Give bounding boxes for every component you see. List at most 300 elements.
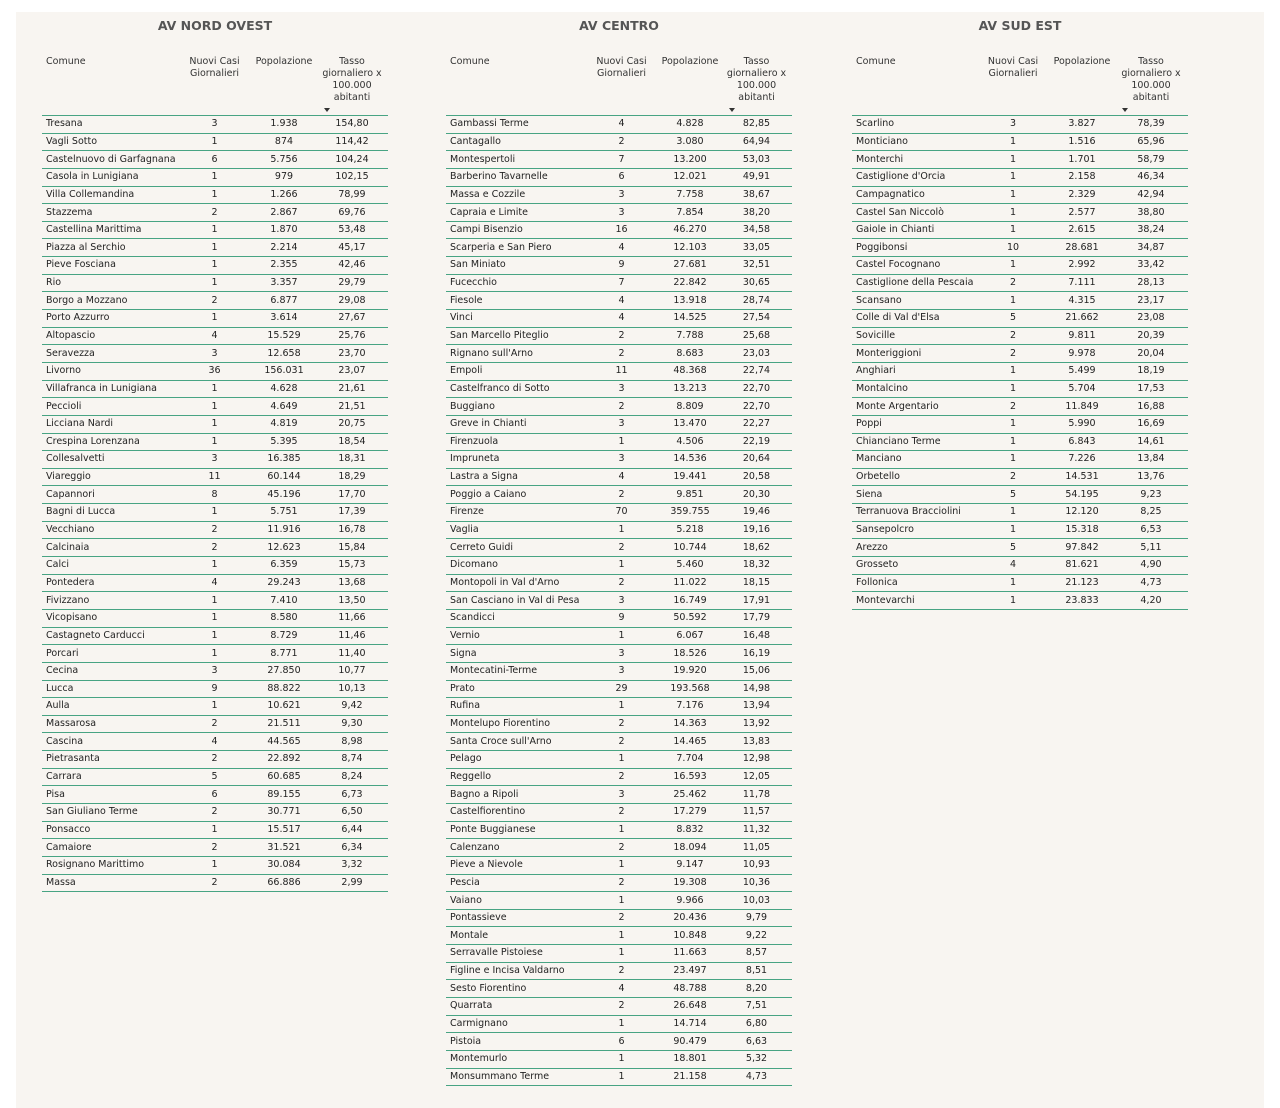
table-row	[852, 204, 1188, 222]
cell-nuovi-casi: 3	[584, 380, 659, 398]
cell-tasso: 20,39	[1114, 327, 1188, 345]
cell-popolazione: 22.842	[659, 274, 721, 292]
cell-tasso: 20,04	[1114, 345, 1188, 363]
table-row	[42, 557, 388, 575]
cell-popolazione: 27.850	[252, 662, 316, 680]
table-row	[42, 768, 388, 786]
cell-nuovi-casi: 3	[584, 204, 659, 222]
cell-comune: Castiglione della Pescaia	[852, 274, 976, 292]
cell-nuovi-casi: 2	[584, 345, 659, 363]
cell-popolazione: 11.022	[659, 574, 721, 592]
table-row	[42, 698, 388, 716]
table-row	[446, 133, 792, 151]
cell-popolazione: 1.516	[1050, 133, 1114, 151]
cell-popolazione: 14.525	[659, 310, 721, 328]
cell-popolazione: 4.649	[252, 398, 316, 416]
cell-nuovi-casi: 2	[584, 839, 659, 857]
cell-tasso: 34,87	[1114, 239, 1188, 257]
cell-tasso: 23,08	[1114, 310, 1188, 328]
cell-tasso: 4,73	[721, 1068, 792, 1086]
cell-tasso: 9,22	[721, 927, 792, 945]
table-row	[446, 398, 792, 416]
table-row	[42, 257, 388, 275]
column-header-tasso[interactable]: Tasso giornaliero x 100.000 abitanti	[1114, 56, 1188, 116]
cell-comune: Orbetello	[852, 468, 976, 486]
table-row	[446, 539, 792, 557]
table-row	[42, 239, 388, 257]
cell-tasso: 18,54	[316, 433, 388, 451]
cell-nuovi-casi: 2	[584, 733, 659, 751]
table-row	[852, 221, 1188, 239]
cell-nuovi-casi: 7	[584, 274, 659, 292]
table-row	[446, 839, 792, 857]
cell-popolazione: 50.592	[659, 609, 721, 627]
cell-tasso: 2,99	[316, 874, 388, 892]
cell-popolazione: 26.648	[659, 998, 721, 1016]
cell-popolazione: 4.315	[1050, 292, 1114, 310]
column-header-nuovi-casi[interactable]: Nuovi Casi Giornalieri	[976, 56, 1050, 116]
table-row	[446, 1033, 792, 1051]
cell-tasso: 11,57	[721, 803, 792, 821]
cell-popolazione: 60.685	[252, 768, 316, 786]
cell-comune: Barberino Tavarnelle	[446, 168, 584, 186]
cell-nuovi-casi: 4	[177, 733, 252, 751]
cell-popolazione: 9.811	[1050, 327, 1114, 345]
cell-comune: Porcari	[42, 645, 177, 663]
cell-nuovi-casi: 1	[584, 433, 659, 451]
cell-tasso: 23,17	[1114, 292, 1188, 310]
cell-tasso: 10,93	[721, 856, 792, 874]
cell-popolazione: 6.877	[252, 292, 316, 310]
cell-tasso: 13,84	[1114, 451, 1188, 469]
cell-popolazione: 4.628	[252, 380, 316, 398]
table-row	[852, 168, 1188, 186]
table-row	[446, 116, 792, 134]
cell-tasso: 58,79	[1114, 151, 1188, 169]
cell-tasso: 10,13	[316, 680, 388, 698]
cell-nuovi-casi: 1	[584, 927, 659, 945]
cell-nuovi-casi: 4	[177, 327, 252, 345]
cell-tasso: 19,16	[721, 521, 792, 539]
table-row	[446, 909, 792, 927]
table-row	[852, 292, 1188, 310]
column-header-tasso[interactable]: Tasso giornaliero x 100.000 abitanti	[316, 56, 388, 116]
cell-tasso: 6,44	[316, 821, 388, 839]
cell-nuovi-casi: 1	[584, 892, 659, 910]
cell-popolazione: 3.827	[1050, 116, 1114, 134]
data-table	[852, 56, 1188, 610]
cell-popolazione: 6.359	[252, 557, 316, 575]
cell-comune: Pietrasanta	[42, 751, 177, 769]
cell-popolazione: 88.822	[252, 680, 316, 698]
cell-nuovi-casi: 3	[177, 451, 252, 469]
cell-tasso: 25,68	[721, 327, 792, 345]
table-row	[446, 310, 792, 328]
cell-popolazione: 13.200	[659, 151, 721, 169]
table-row	[446, 221, 792, 239]
cell-tasso: 12,98	[721, 751, 792, 769]
panel-title: AV SUD EST	[978, 18, 1062, 33]
cell-tasso: 16,48	[721, 627, 792, 645]
table-row	[852, 468, 1188, 486]
cell-tasso: 15,73	[316, 557, 388, 575]
cell-comune: Monterchi	[852, 151, 976, 169]
cell-comune: Scarlino	[852, 116, 976, 134]
cell-comune: Poggibonsi	[852, 239, 976, 257]
cell-popolazione: 4.506	[659, 433, 721, 451]
cell-popolazione: 19.308	[659, 874, 721, 892]
cell-tasso: 27,54	[721, 310, 792, 328]
cell-popolazione: 7.111	[1050, 274, 1114, 292]
cell-tasso: 22,70	[721, 380, 792, 398]
page	[16, 12, 1264, 1108]
table-row	[42, 168, 388, 186]
cell-tasso: 9,79	[721, 909, 792, 927]
cell-comune: Montecatini-Terme	[446, 662, 584, 680]
cell-tasso: 32,51	[721, 257, 792, 275]
cell-popolazione: 27.681	[659, 257, 721, 275]
table-row	[852, 451, 1188, 469]
cell-comune: San Marcello Piteglio	[446, 327, 584, 345]
cell-comune: Scandicci	[446, 609, 584, 627]
table-row	[446, 962, 792, 980]
cell-nuovi-casi: 1	[584, 821, 659, 839]
cell-tasso: 6,53	[1114, 521, 1188, 539]
table-row	[446, 186, 792, 204]
table-row	[852, 521, 1188, 539]
cell-nuovi-casi: 1	[976, 504, 1050, 522]
cell-comune: Fivizzano	[42, 592, 177, 610]
table-row	[446, 627, 792, 645]
cell-popolazione: 7.226	[1050, 451, 1114, 469]
cell-nuovi-casi: 1	[976, 574, 1050, 592]
cell-comune: Peccioli	[42, 398, 177, 416]
header-row	[852, 56, 1188, 116]
cell-tasso: 18,29	[316, 468, 388, 486]
table-row	[446, 645, 792, 663]
cell-popolazione: 17.279	[659, 803, 721, 821]
table-row	[852, 592, 1188, 610]
cell-tasso: 8,51	[721, 962, 792, 980]
cell-tasso: 29,79	[316, 274, 388, 292]
cell-nuovi-casi: 1	[177, 133, 252, 151]
cell-tasso: 18,15	[721, 574, 792, 592]
column-header-comune[interactable]: Comune	[446, 56, 584, 116]
cell-popolazione: 13.470	[659, 415, 721, 433]
column-header-comune[interactable]: Comune	[852, 56, 976, 116]
cell-popolazione: 5.499	[1050, 362, 1114, 380]
column-header-popolazione[interactable]: Popolazione	[1050, 56, 1114, 116]
table-row	[446, 362, 792, 380]
cell-nuovi-casi: 4	[584, 239, 659, 257]
cell-comune: Camaiore	[42, 839, 177, 857]
cell-tasso: 13,68	[316, 574, 388, 592]
table-row	[42, 609, 388, 627]
cell-popolazione: 8.771	[252, 645, 316, 663]
cell-popolazione: 44.565	[252, 733, 316, 751]
cell-popolazione: 7.788	[659, 327, 721, 345]
table-row	[446, 468, 792, 486]
cell-popolazione: 8.683	[659, 345, 721, 363]
cell-tasso: 6,34	[316, 839, 388, 857]
cell-tasso: 15,84	[316, 539, 388, 557]
cell-nuovi-casi: 4	[584, 116, 659, 134]
table-row	[446, 486, 792, 504]
table-row	[446, 257, 792, 275]
cell-tasso: 8,24	[316, 768, 388, 786]
cell-popolazione: 18.801	[659, 1050, 721, 1068]
cell-popolazione: 10.621	[252, 698, 316, 716]
cell-popolazione: 25.462	[659, 786, 721, 804]
cell-comune: Carmignano	[446, 1015, 584, 1033]
cell-nuovi-casi: 3	[584, 786, 659, 804]
cell-tasso: 16,19	[721, 645, 792, 663]
cell-tasso: 4,90	[1114, 557, 1188, 575]
table-row	[42, 151, 388, 169]
cell-comune: Signa	[446, 645, 584, 663]
cell-tasso: 114,42	[316, 133, 388, 151]
cell-comune: Capannori	[42, 486, 177, 504]
table-row	[42, 821, 388, 839]
cell-nuovi-casi: 9	[584, 609, 659, 627]
cell-popolazione: 8.832	[659, 821, 721, 839]
cell-tasso: 53,48	[316, 221, 388, 239]
cell-tasso: 82,85	[721, 116, 792, 134]
cell-nuovi-casi: 29	[584, 680, 659, 698]
cell-tasso: 6,63	[721, 1033, 792, 1051]
cell-tasso: 21,61	[316, 380, 388, 398]
cell-nuovi-casi: 1	[976, 451, 1050, 469]
cell-nuovi-casi: 2	[584, 539, 659, 557]
cell-popolazione: 60.144	[252, 468, 316, 486]
cell-comune: Aulla	[42, 698, 177, 716]
cell-popolazione: 1.870	[252, 221, 316, 239]
table-row	[446, 945, 792, 963]
table-row	[42, 327, 388, 345]
cell-nuovi-casi: 1	[976, 380, 1050, 398]
cell-nuovi-casi: 1	[177, 504, 252, 522]
cell-comune: Fiesole	[446, 292, 584, 310]
table-row	[42, 415, 388, 433]
table-row	[446, 592, 792, 610]
cell-nuovi-casi: 3	[584, 662, 659, 680]
cell-comune: Vaiano	[446, 892, 584, 910]
cell-tasso: 104,24	[316, 151, 388, 169]
cell-nuovi-casi: 1	[976, 204, 1050, 222]
table-row	[446, 927, 792, 945]
cell-nuovi-casi: 2	[584, 327, 659, 345]
cell-comune: Lucca	[42, 680, 177, 698]
table-row	[446, 415, 792, 433]
cell-nuovi-casi: 1	[976, 133, 1050, 151]
table-row	[446, 574, 792, 592]
cell-tasso: 28,74	[721, 292, 792, 310]
table-row	[446, 733, 792, 751]
cell-comune: Fucecchio	[446, 274, 584, 292]
cell-nuovi-casi: 6	[584, 1033, 659, 1051]
table-row	[42, 186, 388, 204]
table-row	[42, 662, 388, 680]
column-header-comune[interactable]: Comune	[42, 56, 177, 116]
cell-popolazione: 14.714	[659, 1015, 721, 1033]
cell-nuovi-casi: 2	[584, 768, 659, 786]
cell-nuovi-casi: 2	[177, 803, 252, 821]
table-row	[446, 345, 792, 363]
cell-nuovi-casi: 4	[584, 468, 659, 486]
cell-nuovi-casi: 1	[584, 557, 659, 575]
cell-popolazione: 6.843	[1050, 433, 1114, 451]
cell-comune: Scansano	[852, 292, 976, 310]
cell-popolazione: 16.749	[659, 592, 721, 610]
cell-tasso: 17,91	[721, 592, 792, 610]
cell-popolazione: 12.658	[252, 345, 316, 363]
cell-nuovi-casi: 2	[177, 715, 252, 733]
cell-popolazione: 13.918	[659, 292, 721, 310]
cell-nuovi-casi: 1	[177, 415, 252, 433]
cell-tasso: 78,39	[1114, 116, 1188, 134]
cell-tasso: 21,51	[316, 398, 388, 416]
cell-tasso: 28,13	[1114, 274, 1188, 292]
cell-comune: Vicopisano	[42, 609, 177, 627]
table-row	[42, 116, 388, 134]
cell-nuovi-casi: 2	[584, 133, 659, 151]
table-row	[852, 557, 1188, 575]
table-row	[446, 998, 792, 1016]
cell-popolazione: 11.663	[659, 945, 721, 963]
cell-popolazione: 18.526	[659, 645, 721, 663]
cell-comune: Stazzema	[42, 204, 177, 222]
cell-comune: Monticiano	[852, 133, 976, 151]
column-header-nuovi-casi[interactable]: Nuovi Casi Giornalieri	[177, 56, 252, 116]
cell-popolazione: 5.756	[252, 151, 316, 169]
cell-popolazione: 97.842	[1050, 539, 1114, 557]
table-row	[446, 168, 792, 186]
cell-nuovi-casi: 1	[584, 627, 659, 645]
cell-popolazione: 18.094	[659, 839, 721, 857]
cell-nuovi-casi: 1	[976, 362, 1050, 380]
column-header-tasso[interactable]: Tasso giornaliero x 100.000 abitanti	[721, 56, 792, 116]
cell-nuovi-casi: 2	[584, 874, 659, 892]
cell-popolazione: 5.751	[252, 504, 316, 522]
table-row	[42, 751, 388, 769]
cell-tasso: 11,46	[316, 627, 388, 645]
table-row	[852, 574, 1188, 592]
cell-comune: Dicomano	[446, 557, 584, 575]
cell-popolazione: 1.938	[252, 116, 316, 134]
table-row	[42, 874, 388, 892]
cell-popolazione: 12.623	[252, 539, 316, 557]
cell-comune: Pieve Fosciana	[42, 257, 177, 275]
cell-nuovi-casi: 6	[177, 151, 252, 169]
table-row	[446, 821, 792, 839]
cell-popolazione: 156.031	[252, 362, 316, 380]
cell-tasso: 53,03	[721, 151, 792, 169]
column-header-nuovi-casi[interactable]: Nuovi Casi Giornalieri	[584, 56, 659, 116]
cell-nuovi-casi: 1	[177, 168, 252, 186]
cell-comune: Sovicille	[852, 327, 976, 345]
cell-nuovi-casi: 1	[177, 380, 252, 398]
cell-tasso: 12,05	[721, 768, 792, 786]
cell-popolazione: 14.536	[659, 451, 721, 469]
table-row	[852, 362, 1188, 380]
cell-comune: Poppi	[852, 415, 976, 433]
cell-nuovi-casi: 70	[584, 504, 659, 522]
cell-popolazione: 2.329	[1050, 186, 1114, 204]
cell-nuovi-casi: 2	[976, 345, 1050, 363]
cell-nuovi-casi: 3	[584, 451, 659, 469]
cell-comune: Cascina	[42, 733, 177, 751]
table-row	[42, 292, 388, 310]
cell-comune: Cecina	[42, 662, 177, 680]
cell-nuovi-casi: 1	[976, 151, 1050, 169]
cell-nuovi-casi: 5	[177, 768, 252, 786]
cell-comune: Licciana Nardi	[42, 415, 177, 433]
cell-comune: Sansepolcro	[852, 521, 976, 539]
cell-nuovi-casi: 1	[177, 557, 252, 575]
cell-nuovi-casi: 2	[584, 803, 659, 821]
cell-tasso: 4,73	[1114, 574, 1188, 592]
table-row	[446, 521, 792, 539]
cell-comune: Crespina Lorenzana	[42, 433, 177, 451]
table-row	[446, 662, 792, 680]
table-row	[42, 733, 388, 751]
cell-tasso: 18,31	[316, 451, 388, 469]
cell-nuovi-casi: 3	[584, 186, 659, 204]
table-row	[852, 539, 1188, 557]
cell-nuovi-casi: 2	[584, 909, 659, 927]
cell-tasso: 11,78	[721, 786, 792, 804]
cell-nuovi-casi: 5	[976, 310, 1050, 328]
cell-comune: Cantagallo	[446, 133, 584, 151]
cell-comune: Pescia	[446, 874, 584, 892]
cell-popolazione: 5.218	[659, 521, 721, 539]
cell-comune: Tresana	[42, 116, 177, 134]
cell-comune: Montespertoli	[446, 151, 584, 169]
cell-popolazione: 21.511	[252, 715, 316, 733]
cell-comune: Sesto Fiorentino	[446, 980, 584, 998]
cell-popolazione: 3.357	[252, 274, 316, 292]
table-row	[852, 257, 1188, 275]
cell-nuovi-casi: 11	[584, 362, 659, 380]
cell-comune: Massa	[42, 874, 177, 892]
cell-comune: Vernio	[446, 627, 584, 645]
cell-comune: Castiglione d'Orcia	[852, 168, 976, 186]
cell-comune: Ponte Buggianese	[446, 821, 584, 839]
cell-comune: Castel Focognano	[852, 257, 976, 275]
column-header-popolazione[interactable]: Popolazione	[659, 56, 721, 116]
cell-nuovi-casi: 2	[177, 292, 252, 310]
cell-nuovi-casi: 2	[584, 715, 659, 733]
cell-comune: Follonica	[852, 574, 976, 592]
cell-popolazione: 21.158	[659, 1068, 721, 1086]
cell-nuovi-casi: 1	[584, 1050, 659, 1068]
cell-nuovi-casi: 1	[584, 856, 659, 874]
cell-tasso: 20,58	[721, 468, 792, 486]
table-row	[852, 433, 1188, 451]
cell-tasso: 8,57	[721, 945, 792, 963]
column-header-popolazione[interactable]: Popolazione	[252, 56, 316, 116]
cell-popolazione: 23.833	[1050, 592, 1114, 610]
table-row	[42, 574, 388, 592]
cell-popolazione: 46.270	[659, 221, 721, 239]
cell-nuovi-casi: 2	[584, 486, 659, 504]
cell-comune: Impruneta	[446, 451, 584, 469]
cell-tasso: 38,24	[1114, 221, 1188, 239]
table-row	[446, 327, 792, 345]
cell-comune: Scarperia e San Piero	[446, 239, 584, 257]
table-row	[446, 786, 792, 804]
cell-comune: Bagno a Ripoli	[446, 786, 584, 804]
